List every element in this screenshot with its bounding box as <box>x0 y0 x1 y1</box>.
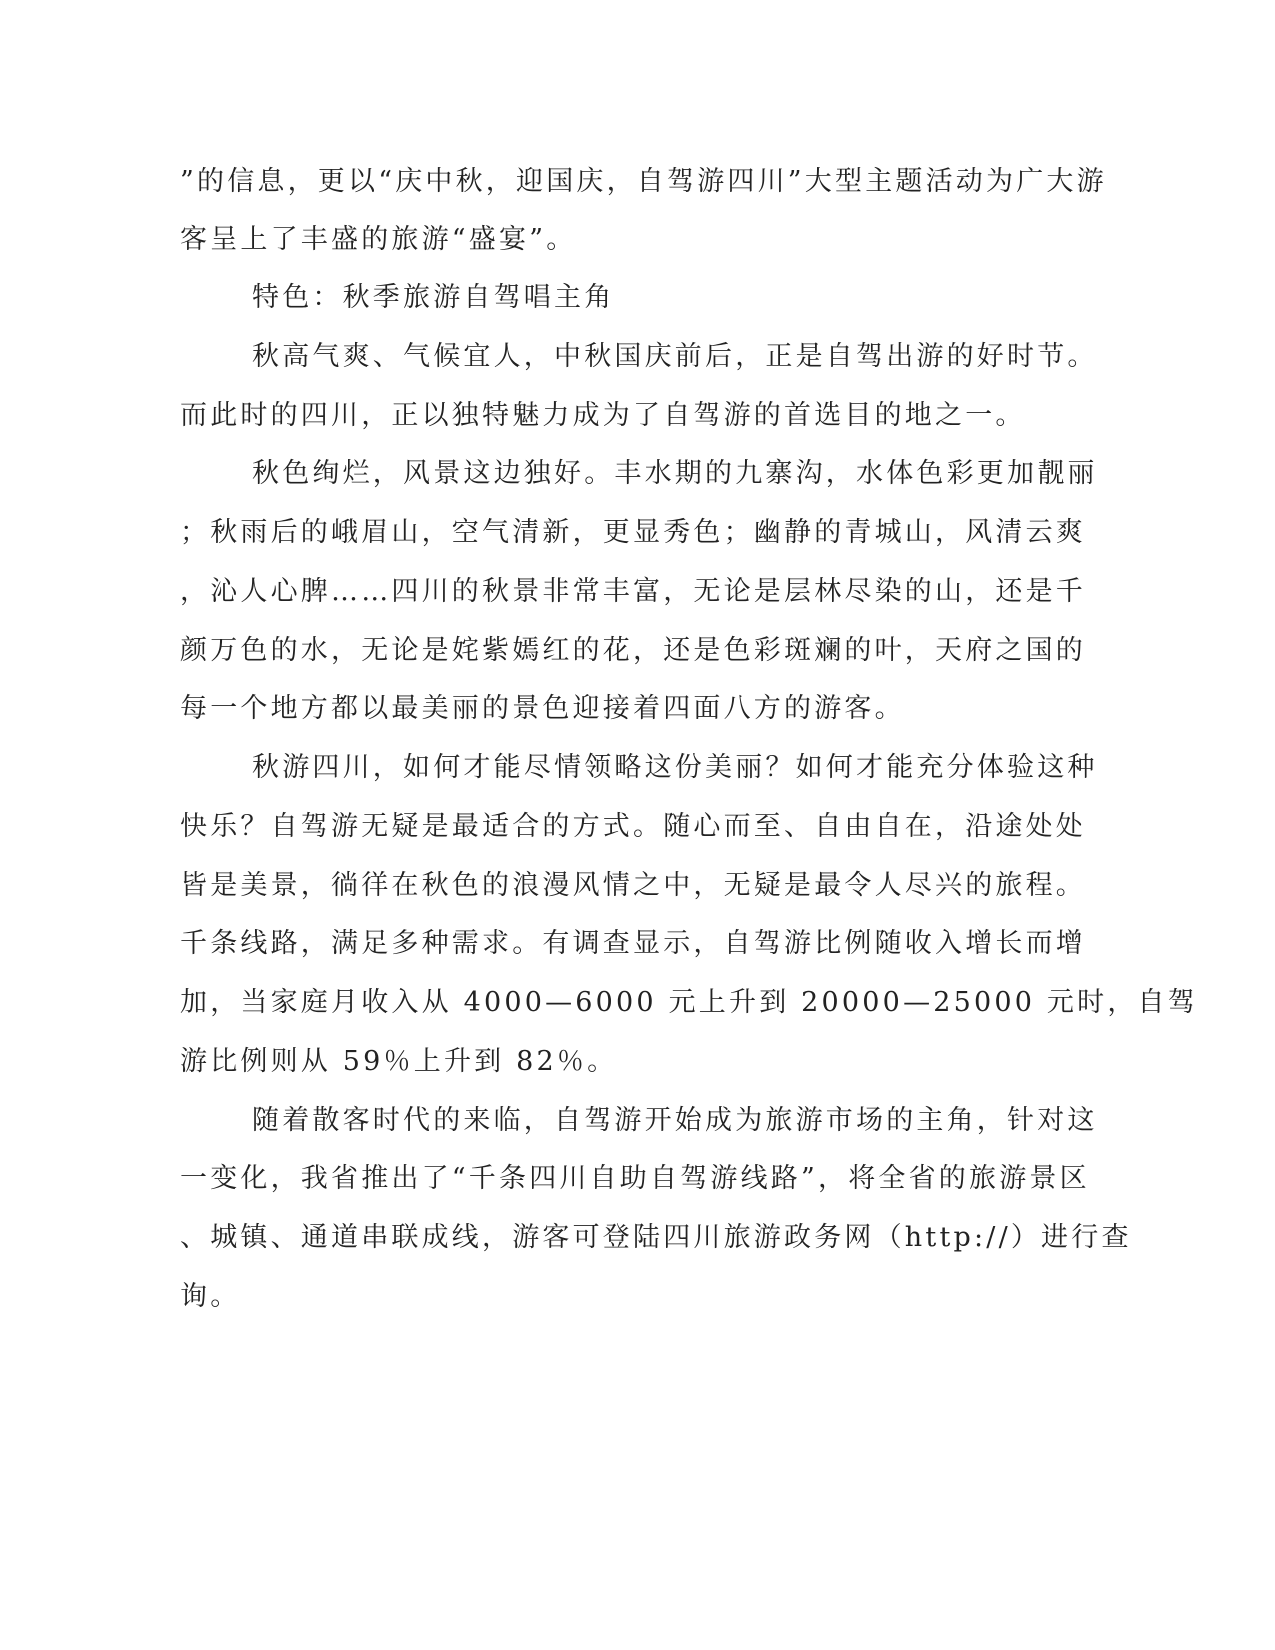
text-line: 快乐？自驾游无疑是最适合的方式。随心而至、自由自在，沿途处处 <box>180 811 1086 842</box>
text-line: ”的信息，更以“庆中秋，迎国庆，自驾游四川”大型主题活动为广大游 <box>180 166 1107 197</box>
text-line: 游比例则从 59％上升到 82％。 <box>180 1046 618 1077</box>
text-line: 每一个地方都以最美丽的景色迎接着四面八方的游客。 <box>180 693 905 724</box>
text-line: ；秋雨后的峨眉山，空气清新，更显秀色；幽静的青城山，风清云爽 <box>180 517 1086 548</box>
text-line: 秋色绚烂，风景这边独好。丰水期的九寨沟，水体色彩更加靓丽 <box>252 458 1098 489</box>
text-line: 、城镇、通道串联成线，游客可登陆四川旅游政务网（http://）进行查 <box>180 1222 1132 1253</box>
text-line: 千条线路，满足多种需求。有调查显示，自驾游比例随收入增长而增 <box>180 928 1086 959</box>
section-heading: 特色：秋季旅游自驾唱主角 <box>252 282 615 313</box>
text-line: 加，当家庭月收入从 4000—6000 元上升到 20000—25000 元时，自驾 <box>180 987 1198 1018</box>
text-line: 皆是美景，徜徉在秋色的浪漫风情之中，无疑是最令人尽兴的旅程。 <box>180 870 1086 901</box>
text-line: 秋游四川，如何才能尽情领略这份美丽？如何才能充分体验这种 <box>252 752 1098 783</box>
text-line: 颜万色的水，无论是姹紫嫣红的花，还是色彩斑斓的叶，天府之国的 <box>180 635 1086 666</box>
text-line: 一变化，我省推出了“千条四川自助自驾游线路”，将全省的旅游景区 <box>180 1163 1090 1194</box>
text-line: 询。 <box>180 1281 241 1312</box>
text-line: 秋高气爽、气候宜人，中秋国庆前后，正是自驾出游的好时节。 <box>252 341 1098 372</box>
text-line: 随着散客时代的来临，自驾游开始成为旅游市场的主角，针对这 <box>252 1105 1098 1136</box>
text-line: ，沁人心脾……四川的秋景非常丰富，无论是层林尽染的山，还是千 <box>180 576 1086 607</box>
text-line: 客呈上了丰盛的旅游“盛宴”。 <box>180 224 577 255</box>
text-line: 而此时的四川，正以独特魅力成为了自驾游的首选目的地之一。 <box>180 400 1026 431</box>
